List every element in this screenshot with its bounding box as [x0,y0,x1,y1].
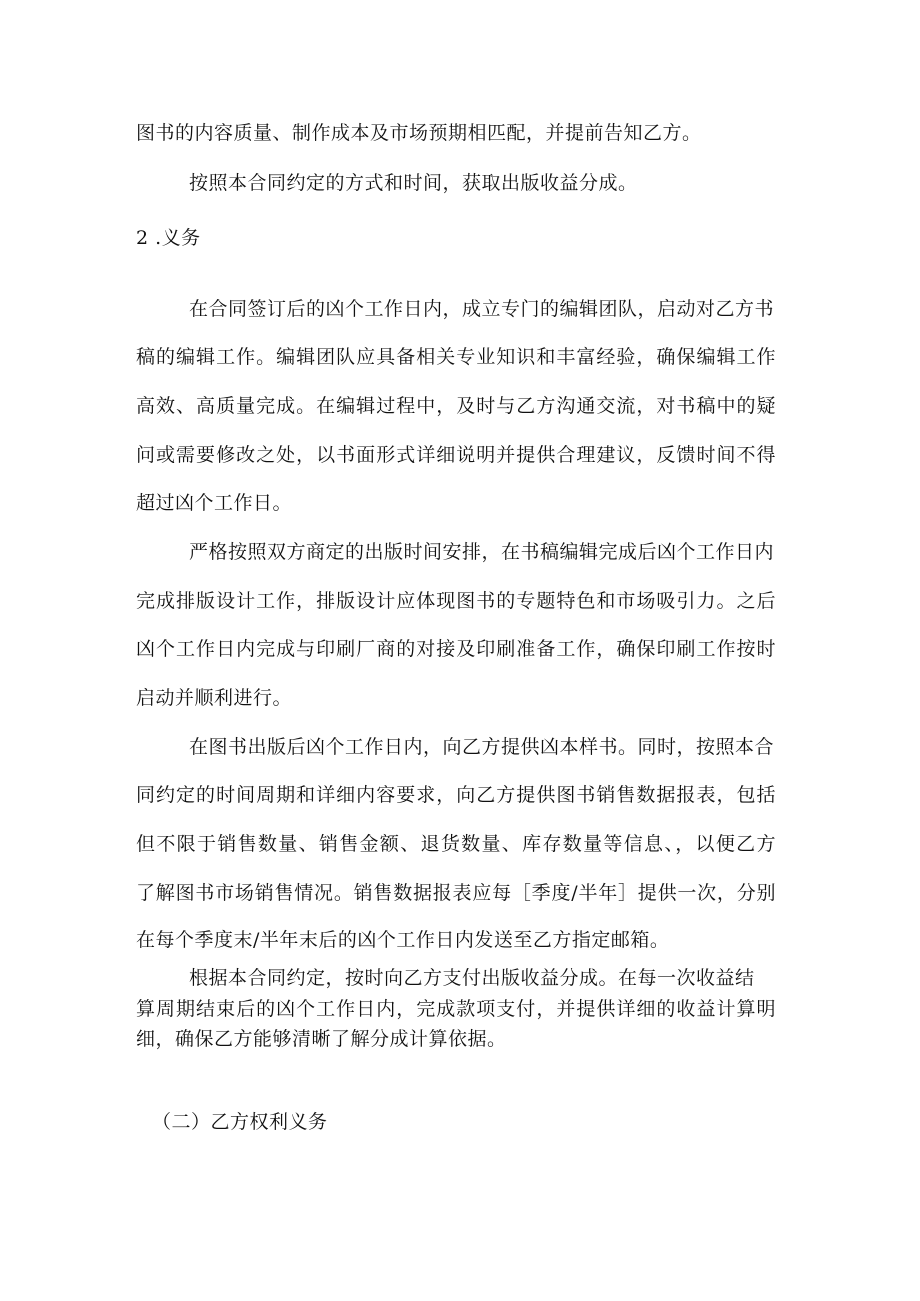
text-line: 在合同签订后的凶个工作日内，成立专门的编辑团队，启动对乙方书 [189,298,775,320]
text-line: 稿的编辑工作。编辑团队应具备相关专业知识和丰富经验，确保编辑工作 [136,346,776,368]
text-line: 严格按照双方商定的出版时间安排，在书稿编辑完成后凶个工作日内 [189,541,775,563]
text-line: 超过凶个工作日。 [136,492,293,514]
text-line: 根据本合同约定，按时向乙方支付出版收益分成。在每一次收益结 [189,967,755,989]
text-line: 凶个工作日内完成与印刷厂商的对接及印刷准备工作，确保印刷工作按时 [136,638,776,660]
text-line: 高效、高质量完成。在编辑过程中，及时与乙方沟通交流，对书稿中的疑 [136,395,776,417]
section-heading: 2 .义务 [136,227,201,249]
text-line: 启动并顺利进行。 [136,687,293,709]
text-line: 完成排版设计工作，排版设计应体现图书的专题特色和市场吸引力。之后 [136,590,776,612]
text-line: 在图书出版后凶个工作日内，向乙方提供凶本样书。同时，按照本合 [189,736,775,758]
text-line: 在每个季度末/半年末后的凶个工作日内发送至乙方指定邮箱。 [136,929,670,951]
text-line: 算周期结束后的凶个工作日内，完成款项支付，并提供详细的收益计算明 [136,998,776,1020]
text-line: 同约定的时间周期和详细内容要求，向乙方提供图书销售数据报表，包括 [136,784,776,806]
text-line: 细，确保乙方能够清晰了解分成计算依据。 [136,1028,507,1050]
text-line: 了解图书市场销售情况。销售数据报表应每［季度/半年］提供一次，分别 [136,882,776,904]
text-line: 但不限于销售数量、销售金额、退货数量、库存数量等信息、，以便乙方 [136,833,776,855]
text-line: 问或需要修改之处，以书面形式详细说明并提供合理建议，反馈时间不得 [136,444,776,466]
text-line: 按照本合同约定的方式和时间，获取出版收益分成。 [189,172,638,194]
section-heading: （二）乙方权利义务 [152,1111,328,1133]
text-line: 图书的内容质量、制作成本及市场预期相匹配，并提前告知乙方。 [136,122,702,144]
